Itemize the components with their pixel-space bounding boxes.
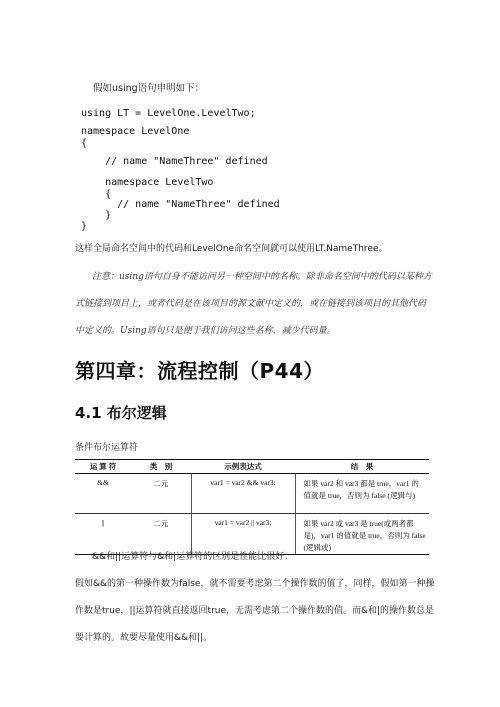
result-line: 值就是 true，否则为 false (逻辑与): [303, 491, 415, 500]
header-category: 类 别: [131, 460, 191, 474]
table-caption: 条件布尔运算符: [75, 443, 139, 453]
body-line: 假如&&的第一种操作数为false，就不需要考虑第二个操作数的值了，同样，假如第一种操: [75, 579, 435, 589]
note-line: 式链接到项目上，或者代码是在该项目的源文献中定义的，或在链接到该项目的其他代码: [75, 299, 427, 309]
body-line: 作数是true，||运算符就直接返回true，无需考虑第二个操作数的值。而&和|的操作数总是: [75, 606, 435, 616]
body-line: 要计算的。故要尽量使用&&和||。: [75, 633, 213, 643]
cell-operator: ||: [75, 514, 131, 555]
note-line: 中定义的。Using语句只是便于我们访问这些名称，减少代码量。: [75, 326, 336, 336]
cell-example: var1 = var2 || var3;: [191, 514, 295, 555]
chapter-title: 第四章：流程控制（P44）: [75, 359, 324, 383]
code-line: namespace LevelTwo: [81, 177, 214, 188]
result-line: (逻辑或): [303, 543, 331, 552]
cell-category: 二元: [131, 514, 191, 555]
cell-example: var1 = var2 && var3;: [191, 474, 295, 514]
cell-category: 二元: [131, 474, 191, 514]
header-result: 结 果: [295, 460, 429, 474]
cell-result: [295, 474, 429, 514]
body-line: &&和||运算符与&和|运算符的区别是性能比很好：: [92, 552, 294, 562]
code-line: namespace LevelOne: [81, 126, 190, 137]
intro-text: 假如using语句申明如下：: [93, 83, 205, 94]
after-code-text: 这样全局命名空间中的代码和LevelOne命名空间就可以使用LT.NameThree。: [75, 244, 388, 254]
code-block: [81, 108, 341, 230]
code-line: }: [81, 221, 88, 232]
result-line: 如果 var2 或 var3 是 true(或两者都: [303, 519, 414, 528]
code-line: {: [81, 138, 88, 149]
cell-operator: &&: [75, 474, 131, 514]
code-line: }: [81, 210, 112, 221]
code-line: // name "NameThree" defined: [81, 199, 280, 210]
result-line: 是)，var1 的值就是 true，否则为 false: [303, 531, 426, 540]
result-line: 如果 var2 和 var3 都是 true，var1 的: [303, 479, 419, 488]
header-example: 示例表达式: [191, 460, 295, 474]
table-row: [75, 474, 429, 514]
code-line: {: [81, 189, 112, 200]
header-operator: 运 算 符: [75, 460, 131, 474]
code-line: // name "NameThree" defined: [81, 156, 268, 167]
cell-result: [295, 514, 429, 555]
code-line: using LT = LevelOne.LevelTwo;: [81, 108, 256, 119]
section-title: 4.1 布尔逻辑: [75, 404, 167, 422]
operator-table: [75, 459, 429, 555]
note-line: 注意：using语句自身不能访问另一种空间中的名称。除非命名空间中的代码以某种方: [92, 272, 432, 282]
